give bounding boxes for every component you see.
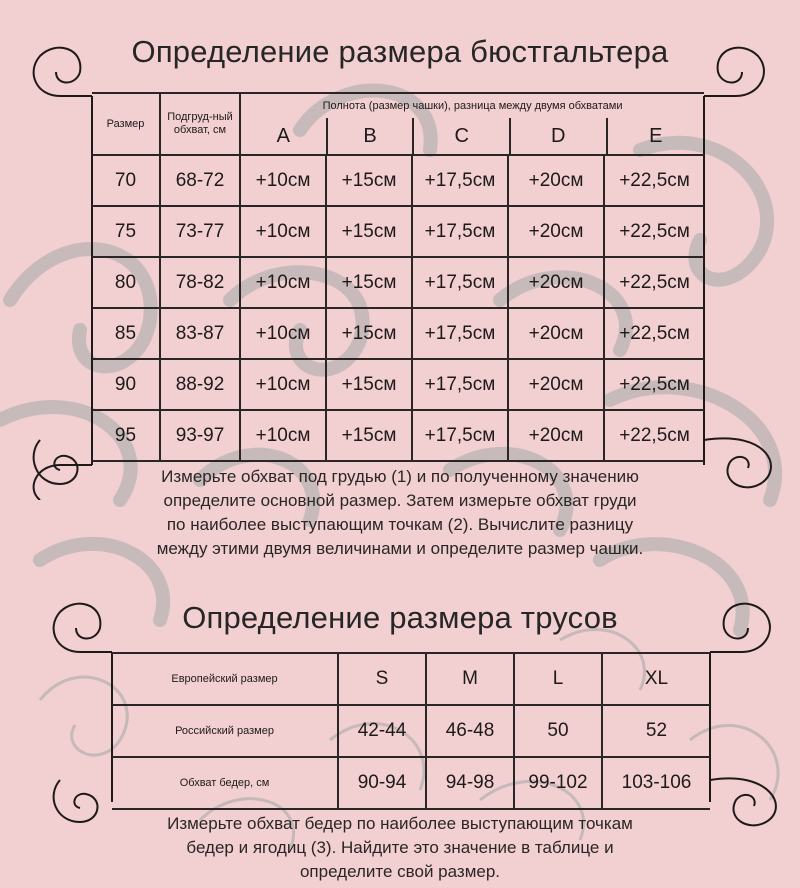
panty-row-label: Европейский размер [112,653,338,705]
cup-diff-cell: +10см [240,410,326,461]
panty-table-row [112,705,710,757]
bra-size-table [92,92,704,462]
panty-size-cell: S [338,653,426,705]
cup-diff-cell: +15см [326,155,412,206]
cup-diff-cell: +10см [240,359,326,410]
underbust-column-header: Подгруд-ный обхват, см [160,93,240,155]
panty-size-cell: 46-48 [426,705,514,757]
panty-size-cell: 90-94 [338,757,426,809]
cup-diff-cell: +17,5см [412,359,508,410]
cup-header-c: C [412,118,509,154]
panty-size-cell: 99-102 [514,757,602,809]
size-cell: 95 [92,410,160,461]
cup-header-a: A [276,124,291,147]
bra-instructions [0,465,800,561]
panty-size-table [112,652,710,810]
cup-diff-cell: +17,5см [412,308,508,359]
fullness-label: Полнота (размер чашки), разница между двумя обхватами [322,99,623,112]
bra-table-row [92,308,704,359]
bra-note-line: между этими двумя величинами и определите размер чашки. [156,539,644,558]
cup-diff-cell: +22,5см [604,359,704,410]
cup-diff-cell: +22,5см [604,155,704,206]
cup-diff-cell: +15см [326,308,412,359]
cup-diff-cell: +20см [508,155,604,206]
cup-diff-cell: +10см [240,206,326,257]
panty-table-row [112,653,710,705]
cup-diff-cell: +10см [240,308,326,359]
bra-table-row [92,410,704,461]
size-column-header: Размер [92,93,160,155]
panty-size-cell: XL [602,653,710,705]
cup-diff-cell: +22,5см [604,410,704,461]
cup-header-b: B [326,118,413,154]
cup-diff-cell: +20см [508,257,604,308]
cup-header-d: D [509,118,606,154]
bra-header-row [92,93,704,155]
panty-size-cell: M [426,653,514,705]
panty-row-label: Обхват бедер, см [112,757,338,809]
underbust-cell: 73-77 [160,206,240,257]
bra-table-row [92,155,704,206]
panty-size-cell: L [514,653,602,705]
cup-header-e: E [606,118,705,154]
cup-diff-cell: +15см [326,206,412,257]
cup-diff-cell: +17,5см [412,257,508,308]
size-cell: 80 [92,257,160,308]
panty-size-cell: 52 [602,705,710,757]
cup-diff-cell: +20см [508,308,604,359]
cup-diff-cell: +20см [508,206,604,257]
fullness-header [240,93,704,155]
panty-table-row [112,757,710,809]
bra-table-bottom-rule [92,461,704,462]
underbust-cell: 93-97 [160,410,240,461]
cup-diff-cell: +10см [240,155,326,206]
bra-size-title: Определение размера бюстгальтера [131,34,669,69]
panty-note-line: бедер и ягодиц (3). Найдите это значение в таблице и [186,838,614,857]
size-cell: 70 [92,155,160,206]
panty-note-line: определите свой размер. [299,862,501,881]
panty-note-line: Измерьте обхват бедер по наиболее выступающим точкам [167,814,633,833]
cup-diff-cell: +20см [508,359,604,410]
bra-table-row [92,257,704,308]
cup-diff-cell: +22,5см [604,257,704,308]
cup-diff-cell: +17,5см [412,206,508,257]
cup-diff-cell: +17,5см [412,410,508,461]
cup-diff-cell: +22,5см [604,206,704,257]
underbust-cell: 78-82 [160,257,240,308]
cup-diff-cell: +15см [326,257,412,308]
cup-diff-cell: +22,5см [604,308,704,359]
cup-diff-cell: +15см [326,359,412,410]
underbust-cell: 83-87 [160,308,240,359]
cup-diff-cell: +15см [326,410,412,461]
cup-diff-cell: +17,5см [412,155,508,206]
size-cell: 75 [92,206,160,257]
bra-note-line: определите основной размер. Затем измерьте обхват груди [163,491,637,510]
underbust-cell: 68-72 [160,155,240,206]
panty-size-cell: 103-106 [602,757,710,809]
size-cell: 90 [92,359,160,410]
underbust-cell: 88-92 [160,359,240,410]
cup-diff-cell: +20см [508,410,604,461]
bra-note-line: Измерьте обхват под грудью (1) и по полученному значению [161,467,639,486]
panty-size-title: Определение размера трусов [182,600,618,635]
bra-note-line: по наиболее выступающим точкам (2). Вычислите разницу [166,515,634,534]
bra-table-row [92,359,704,410]
panty-instructions [0,812,800,884]
panty-size-cell: 94-98 [426,757,514,809]
cup-diff-cell: +10см [240,257,326,308]
size-cell: 85 [92,308,160,359]
panty-size-cell: 50 [514,705,602,757]
panty-size-cell: 42-44 [338,705,426,757]
panty-row-label: Российский размер [112,705,338,757]
bra-table-row [92,206,704,257]
panty-table-bottom-rule [112,809,710,810]
